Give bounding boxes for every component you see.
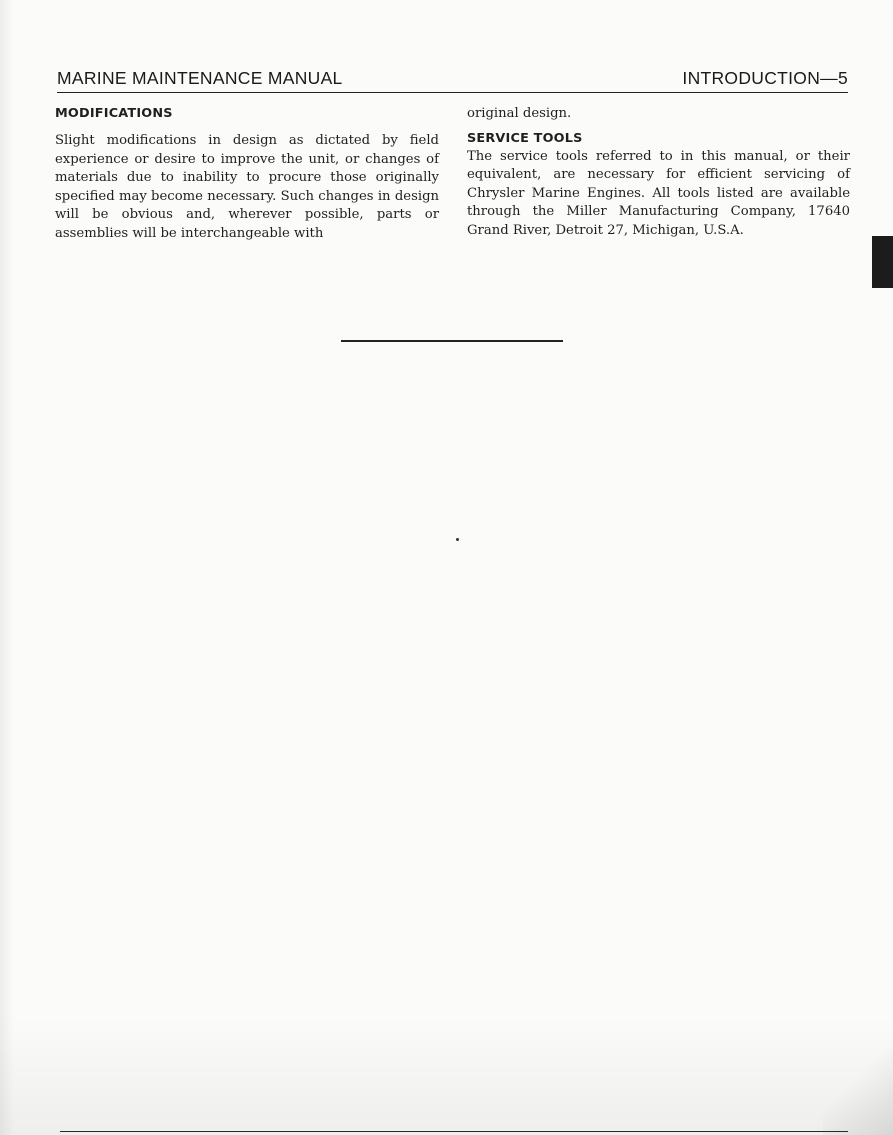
modifications-continuation: original design. [467, 106, 572, 121]
left-column [55, 105, 439, 244]
bottom-rule [60, 1131, 848, 1132]
paper-speck [456, 538, 459, 541]
page-corner-shadow [823, 1045, 893, 1135]
section-page-number: INTRODUCTION—5 [682, 68, 848, 88]
modifications-heading: MODIFICATIONS [55, 106, 173, 121]
service-tools-heading: SERVICE TOOLS [467, 130, 583, 146]
section-end-rule [341, 340, 563, 342]
page-bottom-shadow [0, 1015, 893, 1135]
page-edge-shadow [0, 0, 14, 1135]
manual-title: MARINE MAINTENANCE MANUAL [57, 68, 343, 88]
running-header [57, 66, 848, 93]
modifications-paragraph: Slight modifications in design as dictated by field experience or desire to improve the unit, or changes of materials due to inability to procure those originally specified may become necessary. Such changes in design will be obvious and, wherever possible, parts or assemblies will be interchangeable with [55, 133, 439, 241]
service-tools-paragraph: The service tools referred to in this manual, or their equivalent, are necessary for efficient servicing of Chrysler Marine Engines. All tools listed are available through the Miller Manufacturing Company, 17640 Grand River, Detroit 27, Michigan, U.S.A. [467, 148, 850, 238]
section-thumb-tab [872, 236, 893, 288]
right-column [467, 105, 850, 241]
